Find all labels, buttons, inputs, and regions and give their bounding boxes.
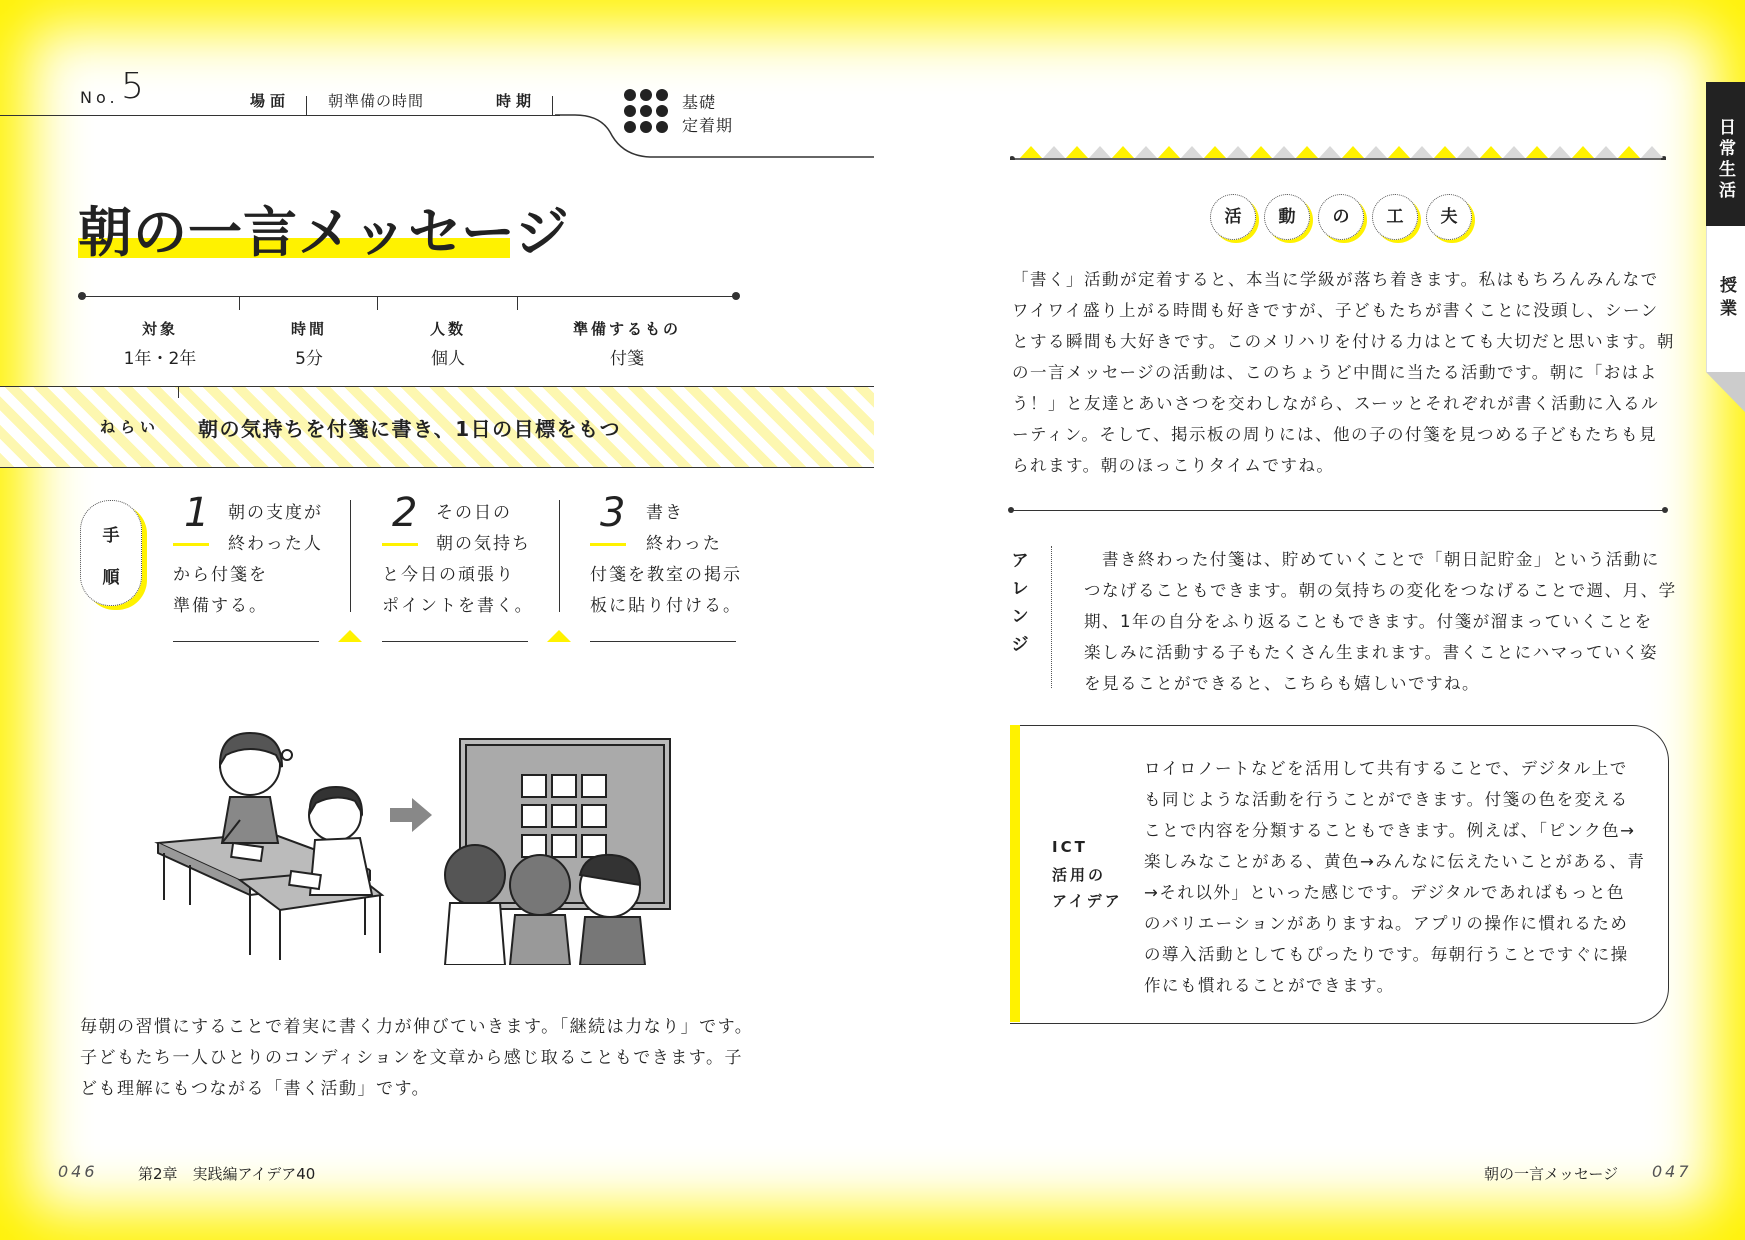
zigzag-triangle (1158, 146, 1180, 158)
step-text: 付箋を教室の掲示 (590, 565, 742, 585)
step-baseline (382, 641, 528, 642)
info-time-label: 時間 (290, 320, 327, 338)
header-divider (306, 96, 307, 116)
zigzag-triangle (1434, 146, 1456, 158)
zigzag-triangle (1319, 146, 1341, 158)
kufu-line: とする瞬間も大好きです。このメリハリを付ける力はとても大切だと思います。朝 (1012, 332, 1675, 351)
zigzag-triangle (1043, 146, 1065, 158)
zigzag-triangle (1480, 146, 1502, 158)
arrange-line: 楽しみに活動する子もたくさん生まれます。書くことにハマっていく姿 (1084, 643, 1659, 662)
zigzag-triangle (1181, 146, 1203, 158)
step-text: その日の (436, 503, 512, 523)
kufu-char: 活 (1210, 194, 1256, 240)
page-title: 朝の一言メッセージ (78, 201, 570, 264)
ict-line: ロイロノートなどを活用して共有することで、デジタル上で (1144, 759, 1628, 778)
body-paragraph-line: 毎朝の習慣にすることで着実に書く力が伸びていきます。「継続は力なり」です。 (80, 1017, 754, 1037)
zigzag-triangle (1365, 146, 1387, 158)
zigzag-triangle (1595, 146, 1617, 158)
side-tab-daily-life[interactable] (1706, 82, 1745, 226)
arrange-line: 期、1年の自分をふり返ることもできます。付箋が溜まっていくことを (1084, 612, 1653, 631)
info-people-value: 個人 (431, 349, 465, 369)
info-materials-value: 付箋 (610, 349, 644, 369)
page-number-right: 047 (1652, 1162, 1692, 1181)
zigzag-triangle (1526, 146, 1548, 158)
number-label: No. (80, 88, 119, 107)
step-arrow-icon (547, 630, 571, 642)
ict-line: ことで内容を分類することもできます。例えば、「ピンク色→ (1144, 821, 1636, 840)
rule-dot (78, 292, 86, 300)
arrange-char: ジ (1011, 635, 1029, 655)
rule-dot (1662, 507, 1668, 513)
zigzag-triangle (1204, 146, 1226, 158)
info-rule (78, 296, 736, 297)
info-target-value: 1年・2年 (123, 349, 197, 369)
section-rule (1010, 510, 1666, 511)
kufu-line: ーティン。そして、掲示板の周りには、他の子の付箋を見つめる子どもたちも見 (1012, 425, 1658, 444)
step-number: 1 (184, 490, 210, 536)
zigzag-triangle (1388, 146, 1410, 158)
step-arrow-icon (338, 630, 362, 642)
step-text: 板に貼り付ける。 (590, 596, 742, 616)
zigzag-triangle (1618, 146, 1640, 158)
zigzag-triangle (1066, 146, 1088, 158)
step-text: 朝の気持ち (436, 534, 531, 554)
kufu-line: ワイワイ盛り上がる時間も好きですが、子どもたちが書くことに没頭し、シーン (1012, 301, 1659, 320)
ict-line: のバリエーションがありますね。アプリの操作に慣れるため (1144, 914, 1629, 933)
zigzag-triangle (1411, 146, 1433, 158)
side-tab-label: 授業 (1716, 276, 1736, 322)
step-text: 終わった (646, 534, 722, 554)
step-text: と今日の頑張り (382, 565, 515, 585)
procedure-char: 手 (102, 526, 120, 546)
zigzag-triangle (1342, 146, 1364, 158)
step-baseline (173, 641, 319, 642)
arrange-line: を見ることができると、こちらも嬉しいですね。 (1084, 674, 1480, 693)
step-underline (590, 543, 626, 546)
aim-text: 朝の気持ちを付箋に書き、1日の目標をもつ (198, 417, 622, 441)
header-rule (0, 115, 560, 116)
step-text: ポイントを書く。 (382, 596, 534, 616)
ict-label: 活用の (1052, 866, 1107, 884)
kufu-char: の (1318, 194, 1364, 240)
kufu-char: 夫 (1426, 194, 1472, 240)
zigzag-triangle (1089, 146, 1111, 158)
ict-line: も同じような活動を行うことができます。付箋の色を変える (1144, 790, 1629, 809)
period-label: 時期 (496, 92, 537, 110)
info-target-label: 対象 (141, 320, 178, 338)
zigzag-triangle (1250, 146, 1272, 158)
number-value: 5 (121, 66, 144, 107)
zigzag-triangle (1020, 146, 1042, 158)
level-dots-icon (624, 89, 668, 133)
level-period: 定着期 (682, 116, 734, 135)
step-baseline (590, 641, 736, 642)
step-separator (350, 500, 351, 612)
arrange-line: つなげることもできます。朝の気持ちの変化をつなげることで週、月、学 (1084, 581, 1677, 600)
kufu-char: 動 (1264, 194, 1310, 240)
procedure-char: 順 (102, 568, 120, 588)
info-time-value: 5分 (295, 349, 323, 369)
zigzag-triangle (1112, 146, 1134, 158)
procedure-badge (80, 500, 142, 606)
arrange-char: ア (1011, 551, 1029, 571)
step-text: 書き (646, 503, 684, 523)
ict-line: 楽しみなことがある、黄色→みんなに伝えたいことがある、青 (1144, 852, 1646, 871)
kufu-char: 工 (1372, 194, 1418, 240)
zigzag-triangle (1296, 146, 1318, 158)
arrange-divider (1051, 546, 1052, 688)
ict-label: ICT (1052, 838, 1088, 856)
ict-label: アイデア (1052, 892, 1123, 910)
info-divider (239, 296, 240, 310)
header-divider (552, 96, 553, 116)
zigzag-triangle (1641, 146, 1663, 158)
info-divider (517, 296, 518, 310)
step-number: 2 (392, 490, 418, 536)
scene-label: 場面 (250, 92, 291, 110)
rule-dot (1008, 507, 1014, 513)
rule-dot (732, 292, 740, 300)
aim-label: ねらい (100, 418, 161, 436)
zigzag-triangle (1549, 146, 1571, 158)
body-paragraph-line: 子どもたち一人ひとりのコンディションを文章から感じ取ることもできます。子 (80, 1048, 743, 1068)
aim-tick (178, 386, 179, 398)
zigzag-triangle (1572, 146, 1594, 158)
info-materials-label: 準備するもの (572, 320, 681, 338)
ict-line: →それ以外」といった感じです。デジタルであればもっと色 (1144, 883, 1626, 902)
arrange-line: 書き終わった付箋は、貯めていくことで「朝日記貯金」という活動に (1084, 550, 1660, 569)
arrange-char: レ (1011, 579, 1029, 599)
classroom-illustration (150, 725, 680, 965)
side-tab-lessons[interactable] (1706, 226, 1745, 372)
step-number: 3 (600, 490, 626, 536)
arrange-char: ン (1011, 607, 1029, 627)
body-paragraph-line: ども理解にもつながる「書く活動」です。 (80, 1079, 431, 1099)
zigzag-triangle (1135, 146, 1157, 158)
kufu-line: 「書く」活動が定着すると、本当に学級が落ち着きます。私はもちろんみんなで (1012, 270, 1659, 289)
ict-line: 作にも慣れることができます。 (1144, 976, 1395, 995)
side-tab-fold (1706, 372, 1745, 412)
chapter-label: 第2章 実践編アイデア40 (138, 1165, 316, 1183)
step-underline (173, 543, 209, 546)
scene-value: 朝準備の時間 (328, 92, 425, 110)
step-text: 朝の支度が (228, 503, 323, 523)
kufu-line: う！」と友達とあいさつを交わしながら、スーッとそれぞれが書く活動に入るル (1012, 394, 1660, 413)
zigzag-triangle (1457, 146, 1479, 158)
step-text: 終わった人 (228, 534, 323, 554)
kufu-line: られます。朝のほっこりタイムですね。 (1012, 456, 1335, 475)
zigzag-triangle (1227, 146, 1249, 158)
ict-line: の導入活動としてもぴったりです。毎朝行うことですぐに操 (1144, 945, 1629, 964)
info-divider (377, 296, 378, 310)
zigzag-triangle (1503, 146, 1525, 158)
kufu-line: の一言メッセージの活動は、このちょうど中間に当たる活動です。朝に「おはよ (1012, 363, 1658, 382)
zigzag-border (1010, 144, 1666, 160)
page-number-left: 046 (58, 1162, 98, 1181)
step-underline (382, 543, 418, 546)
footer-title: 朝の一言メッセージ (1484, 1165, 1619, 1183)
step-text: から付箋を (173, 565, 268, 585)
info-people-label: 人数 (429, 320, 466, 338)
side-tab-label: 日常生活 (1715, 118, 1735, 202)
step-separator (559, 500, 560, 612)
step-text: 準備する。 (173, 596, 268, 616)
level-label: 基礎 (682, 93, 717, 112)
zigzag-triangle (1273, 146, 1295, 158)
ict-accent-bar (1010, 725, 1020, 1022)
